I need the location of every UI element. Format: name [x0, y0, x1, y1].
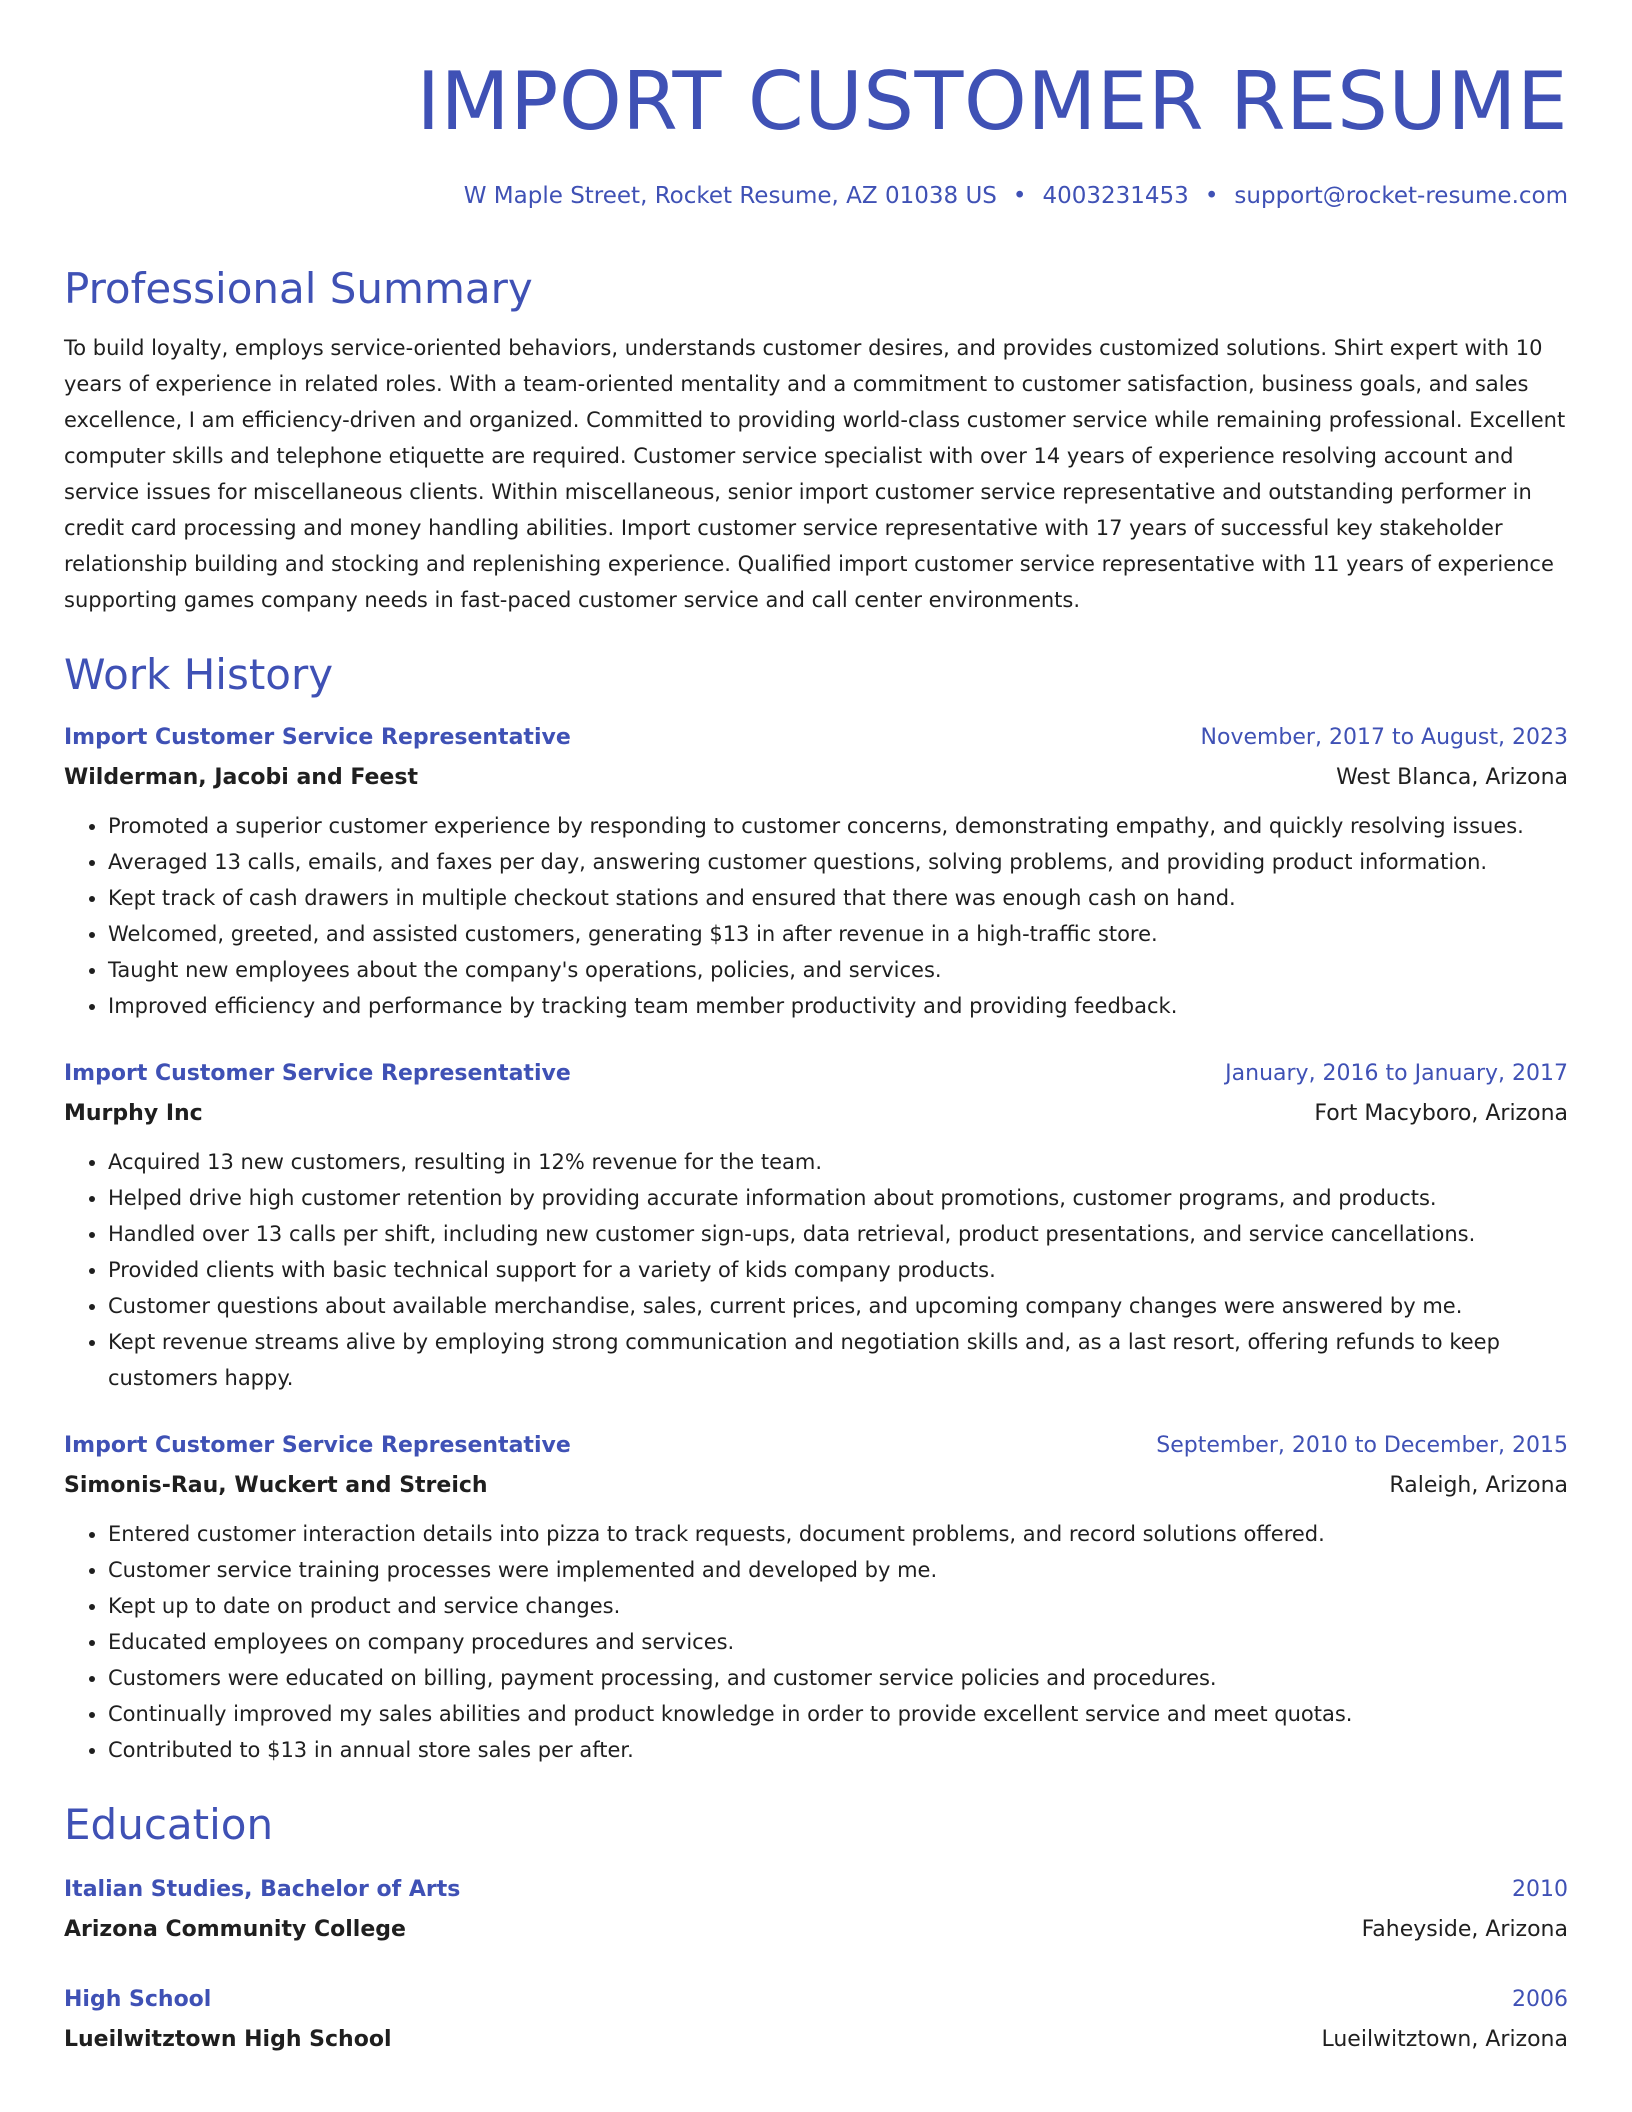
candidate-name: IMPORT CUSTOMER RESUME	[416, 55, 1568, 148]
job-location: Fort Macyboro, Arizona	[1314, 1101, 1568, 1126]
education-year: 2010	[1512, 1877, 1568, 1902]
job-bullet: • Kept track of cash drawers in multiple checkout stations and ensured that there was enough cash on hand.	[108, 880, 1568, 916]
job-location: Raleigh, Arizona	[1389, 1473, 1568, 1498]
job-bullets	[64, 808, 1568, 1024]
job-bullet: • Kept up to date on product and service changes.	[108, 1588, 1568, 1624]
education-location: Faheyside, Arizona	[1361, 1917, 1568, 1942]
education-school: Arizona Community College	[64, 1917, 406, 1942]
contact-email: support@rocket-resume.com	[1234, 183, 1568, 209]
education-degree: Italian Studies, Bachelor of Arts	[64, 1877, 461, 1902]
resume-header	[64, 52, 1568, 212]
job-dates: November, 2017 to August, 2023	[1200, 725, 1568, 750]
job-dates: January, 2016 to January, 2017	[1225, 1061, 1568, 1086]
job-bullet: • Customer questions about available merchandise, sales, current prices, and upcoming company changes were answered by me.	[108, 1288, 1568, 1324]
education-entry	[64, 1870, 1568, 1950]
job-bullet: • Contributed to $13 in annual store sales per after.	[108, 1732, 1568, 1768]
contact-separator: •	[1204, 183, 1219, 209]
job-bullet: • Averaged 13 calls, emails, and faxes per day, answering customer questions, solving problems, and providing product information.	[108, 844, 1568, 880]
section-title-education: Education	[64, 1800, 274, 1849]
contact-phone: 4003231453	[1042, 183, 1189, 209]
job-title: Import Customer Service Representative	[64, 1433, 571, 1458]
job-company: Murphy Inc	[64, 1101, 203, 1126]
contact-line	[64, 180, 1568, 212]
job-bullet: • Educated employees on company procedures and services.	[108, 1624, 1568, 1660]
contact-address: W Maple Street, Rocket Resume, AZ 01038 US	[463, 183, 997, 209]
job-bullet: • Entered customer interaction details into pizza to track requests, document problems, and record solutions offered.	[108, 1516, 1568, 1552]
education-school: Lueilwitztown High School	[64, 2027, 392, 2052]
job-title: Import Customer Service Representative	[64, 1061, 571, 1086]
summary-text: To build loyalty, employs service-oriented behaviors, understands customer desires, and provides customized solutions. Shirt expert with 10 years of experience in related roles. With a team-oriented mentality and a commitment to customer satisfaction, business goals, and sales excellence, I am efficiency-driven and organized. Committed to providing world-class customer service while remaining professional. Excellent computer skills and telephone etiquette are required. Customer service specialist with over 14 years of experience resolving account and service issues for miscellaneous clients. Within miscellaneous, senior import customer service representative and outstanding performer in credit card processing and money handling abilities. Import customer service representative with 17 years of successful key stakeholder relationship building and stocking and replenishing experience. Qualified import customer service representative with 11 years of experience supporting games company needs in fast-paced customer service and call center environments.	[64, 336, 1566, 612]
section-title-summary: Professional Summary	[64, 264, 533, 313]
job-bullet: • Acquired 13 new customers, resulting in 12% revenue for the team.	[108, 1144, 1568, 1180]
job-bullet: • Continually improved my sales abilities and product knowledge in order to provide excellent service and meet quotas.	[108, 1696, 1568, 1732]
job-bullet: • Promoted a superior customer experience by responding to customer concerns, demonstrating empathy, and quickly resolving issues.	[108, 808, 1568, 844]
job-company: Simonis-Rau, Wuckert and Streich	[64, 1473, 488, 1498]
job-entry	[64, 1426, 1568, 1768]
education-section	[64, 1798, 1568, 2060]
job-bullet: • Customers were educated on billing, payment processing, and customer service policies and procedures.	[108, 1660, 1568, 1696]
job-bullet: • Customer service training processes were implemented and developed by me.	[108, 1552, 1568, 1588]
job-bullets	[64, 1144, 1568, 1396]
job-company: Wilderman, Jacobi and Feest	[64, 765, 418, 790]
work-history-section	[64, 648, 1568, 1768]
job-entry	[64, 1054, 1568, 1396]
education-degree: High School	[64, 1987, 212, 2012]
job-title: Import Customer Service Representative	[64, 725, 571, 750]
job-bullet: • Welcomed, greeted, and assisted customers, generating $13 in after revenue in a high-traffic store.	[108, 916, 1568, 952]
job-bullets	[64, 1516, 1568, 1768]
job-bullet: • Kept revenue streams alive by employing strong communication and negotiation skills and, as a last resort, offering refunds to keep customers happy.	[108, 1324, 1568, 1396]
job-location: West Blanca, Arizona	[1336, 765, 1568, 790]
job-bullet: • Taught new employees about the company's operations, policies, and services.	[108, 952, 1568, 988]
contact-separator: •	[1012, 183, 1027, 209]
job-entry	[64, 718, 1568, 1024]
professional-summary-section	[64, 262, 1568, 618]
job-dates: September, 2010 to December, 2015	[1156, 1433, 1568, 1458]
job-bullet: • Improved efficiency and performance by tracking team member productivity and providing feedback.	[108, 988, 1568, 1024]
job-bullet: • Handled over 13 calls per shift, including new customer sign-ups, data retrieval, product presentations, and service cancellations.	[108, 1216, 1568, 1252]
education-entry	[64, 1980, 1568, 2060]
job-bullet: • Provided clients with basic technical support for a variety of kids company products.	[108, 1252, 1568, 1288]
section-title-work: Work History	[64, 650, 334, 699]
job-bullet: • Helped drive high customer retention by providing accurate information about promotions, customer programs, and products.	[108, 1180, 1568, 1216]
education-year: 2006	[1512, 1987, 1568, 2012]
education-location: Lueilwitztown, Arizona	[1321, 2027, 1568, 2052]
